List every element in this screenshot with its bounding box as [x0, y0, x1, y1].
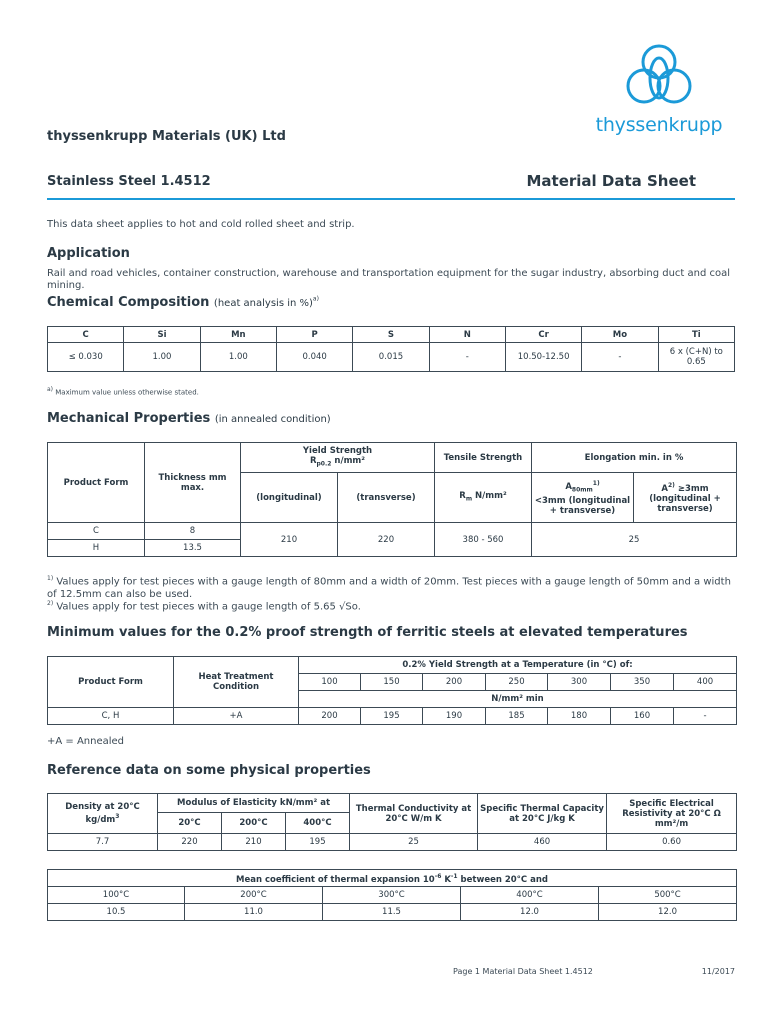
phys-value-row: [48, 834, 737, 851]
company-name: thyssenkrupp Materials (UK) Ltd: [47, 129, 286, 144]
phys-h-density-label: Density at 20°C kg/dm: [65, 802, 140, 825]
chemical-value-row: [48, 343, 735, 372]
chemical-note-sup: a): [47, 386, 54, 393]
exp-value-row: [48, 904, 737, 921]
proof-heat: +A: [174, 708, 299, 725]
proof-h-product-form: Product Form: [48, 657, 174, 708]
mech-thick-c: 8: [145, 523, 241, 540]
chem-v-n: -: [429, 343, 505, 372]
fn2-text: Values apply for test pieces with a gauge length of 5.65 √So.: [53, 601, 361, 613]
chemical-header-row: [48, 327, 735, 343]
mech-h-a-sup: 2): [667, 482, 675, 490]
mech-form-c: C: [48, 523, 145, 540]
mech-h-a80: [532, 473, 634, 523]
mech-h-elongation: Elongation min. in %: [532, 443, 737, 473]
chem-v-mo: -: [582, 343, 658, 372]
phys-h-resistivity: Specific Electrical Resistivity at 20°C Ω mm²/m: [607, 794, 737, 834]
exp-temp: 200°C: [185, 887, 323, 904]
chem-h-p: P: [276, 327, 352, 343]
mech-h-rm-sub: m: [465, 495, 473, 503]
phys-heat-cap: 460: [478, 834, 607, 851]
chem-v-ti: 6 x (C+N) to 0.65: [658, 343, 734, 372]
mechanical-footnote-2: [47, 598, 737, 614]
proof-form: C, H: [48, 708, 174, 725]
application-text: Rail and road vehicles, container construction, warehouse and transportation equipment for the sugar industry, absorbing duct and coal mining.: [47, 268, 731, 291]
exp-h-title-sup2: -1: [450, 872, 458, 880]
proof-value-row: [48, 708, 737, 725]
fn1-text: Values apply for test pieces with a gauge length of 80mm and a width of 20mm. Test pieces with a gauge length of 50mm and a width of 12.5mm can also be used.: [47, 576, 731, 600]
chem-h-s: S: [353, 327, 429, 343]
proof-value: 190: [423, 708, 486, 725]
exp-header-row: [48, 870, 737, 887]
proof-temp: 250: [486, 674, 548, 691]
proof-value: -: [674, 708, 737, 725]
exp-value: 12.0: [461, 904, 599, 921]
physical-heading: Reference data on some physical properties: [47, 763, 371, 778]
steel-name: Stainless Steel 1.4512: [47, 174, 211, 189]
proof-temp: 300: [548, 674, 611, 691]
mech-h-rm-r: R: [459, 490, 466, 501]
thyssenkrupp-logo: [592, 42, 726, 140]
exp-h-title-c: between 20°C and: [457, 874, 549, 885]
mech-h-yield-label: Yield Strength: [302, 445, 373, 456]
mech-yield-long: 210: [241, 523, 338, 557]
chemical-title: Chemical Composition: [47, 295, 210, 310]
chem-v-mn: 1.00: [200, 343, 276, 372]
exp-value: 12.0: [599, 904, 737, 921]
sheet-title: Material Data Sheet: [526, 172, 696, 190]
phys-mod-20: 220: [158, 834, 222, 851]
chem-h-ti: Ti: [658, 327, 734, 343]
proof-table: [47, 656, 737, 725]
chem-v-p: 0.040: [276, 343, 352, 372]
chemical-note-text: Maximum value unless otherwise stated.: [55, 388, 199, 397]
mech-yield-trans: 220: [338, 523, 435, 557]
chemical-subtitle: (heat analysis in %): [213, 298, 313, 309]
proof-h-yield: 0.2% Yield Strength at a Temperature (in °C) of:: [299, 657, 737, 674]
exp-h-title-sup: -6: [434, 872, 442, 880]
fn1-sup: 1): [47, 575, 54, 582]
chem-v-cr: 10.50-12.50: [505, 343, 581, 372]
mech-h-transverse: (transverse): [338, 473, 435, 523]
footer-page: Page 1 Material Data Sheet 1.4512: [453, 967, 593, 976]
mech-tensile: 380 - 560: [435, 523, 532, 557]
proof-temp: 400: [674, 674, 737, 691]
exp-h-title-a: Mean coefficient of thermal expansion 10: [236, 874, 435, 885]
exp-value: 11.0: [185, 904, 323, 921]
chem-h-n: N: [429, 327, 505, 343]
phys-h-density: [48, 794, 158, 834]
mechanical-subtitle: (in annealed condition): [214, 414, 331, 425]
phys-h-thermal: Thermal Conductivity at 20°C W/m K: [350, 794, 478, 834]
proof-value: 195: [361, 708, 423, 725]
proof-temp: 150: [361, 674, 423, 691]
proof-h-unit: N/mm² min: [299, 691, 737, 708]
mech-h-a: [634, 473, 737, 523]
mech-h-product-form: Product Form: [48, 443, 145, 523]
chem-h-mo: Mo: [582, 327, 658, 343]
phys-h-heat-cap: Specific Thermal Capacity at 20°C J/kg K: [478, 794, 607, 834]
proof-temp: 200: [423, 674, 486, 691]
phys-h-mod-400: 400°C: [286, 813, 350, 834]
proof-h-heat: Heat Treatment Condition: [174, 657, 299, 708]
exp-temp: 400°C: [461, 887, 599, 904]
exp-value: 11.5: [323, 904, 461, 921]
header-rule: [47, 198, 735, 200]
phys-density: 7.7: [48, 834, 158, 851]
chem-h-mn: Mn: [200, 327, 276, 343]
logo-rings-icon: [622, 42, 696, 108]
mech-header-row-1: [48, 443, 737, 473]
physical-table: [47, 793, 737, 851]
mech-h-yield-unit: n/mm²: [331, 455, 366, 466]
chem-v-si: 1.00: [124, 343, 200, 372]
mech-h-a-a: A: [661, 483, 668, 494]
chemical-note: [47, 386, 199, 396]
chem-v-c: ≤ 0.030: [48, 343, 124, 372]
mech-h-rm-unit: N/mm²: [472, 490, 507, 501]
expansion-table: [47, 869, 737, 921]
chemical-subtitle-sup: a): [312, 295, 319, 303]
exp-temp: 300°C: [323, 887, 461, 904]
chemical-table: [47, 326, 735, 372]
mechanical-heading: [47, 411, 331, 426]
phys-header-row-1: [48, 794, 737, 813]
phys-mod-400: 195: [286, 834, 350, 851]
exp-temp-row: [48, 887, 737, 904]
phys-h-density-sup: 3: [115, 813, 120, 821]
mech-h-longitudinal: (longitudinal): [241, 473, 338, 523]
mech-thick-h: 13.5: [145, 540, 241, 557]
proof-temp: 350: [611, 674, 674, 691]
logo-wordmark: thyssenkrupp: [595, 114, 723, 136]
proof-heading: Minimum values for the 0.2% proof strength of ferritic steels at elevated temperatures: [47, 625, 688, 640]
chem-v-s: 0.015: [353, 343, 429, 372]
mech-h-yield-sub: p0.2: [316, 460, 332, 468]
mech-h-rm: [435, 473, 532, 523]
chem-h-cr: Cr: [505, 327, 581, 343]
phys-h-mod-20: 20°C: [158, 813, 222, 834]
mechanical-table: [47, 442, 737, 557]
proof-header-row-1: [48, 657, 737, 674]
proof-temp: 100: [299, 674, 361, 691]
mech-h-a80-a: A: [565, 482, 572, 493]
exp-value: 10.5: [48, 904, 185, 921]
proof-value: 180: [548, 708, 611, 725]
phys-h-mod-200: 200°C: [222, 813, 286, 834]
phys-mod-200: 210: [222, 834, 286, 851]
mech-h-a-rest: ≥3mm (longitudinal + transverse): [649, 483, 721, 514]
proof-value: 200: [299, 708, 361, 725]
mech-row-c: [48, 523, 737, 540]
mech-form-h: H: [48, 540, 145, 557]
mech-h-yield-r: R: [309, 455, 317, 466]
chem-h-si: Si: [124, 327, 200, 343]
mech-h-thickness: Thickness mm max.: [145, 443, 241, 523]
mechanical-title: Mechanical Properties: [47, 411, 211, 426]
chemical-heading: [47, 295, 319, 310]
chem-h-c: C: [48, 327, 124, 343]
mech-elongation: 25: [532, 523, 737, 557]
mech-h-tensile: Tensile Strength: [435, 443, 532, 473]
mech-h-yield: [241, 443, 435, 473]
mech-h-a80-sub: 80mm: [571, 486, 593, 494]
mech-h-a80-sup: 1): [592, 480, 600, 488]
application-heading: [47, 246, 130, 261]
intro-text: This data sheet applies to hot and cold rolled sheet and strip.: [47, 219, 355, 230]
application-title: Application: [47, 246, 130, 261]
proof-note: +A = Annealed: [47, 736, 125, 747]
exp-temp: 500°C: [599, 887, 737, 904]
mech-h-a80-rest: <3mm (longitudinal + transverse): [534, 495, 631, 516]
phys-thermal: 25: [350, 834, 478, 851]
phys-resistivity: 0.60: [607, 834, 737, 851]
exp-h-title-b: K: [441, 874, 451, 885]
exp-h-title: [48, 870, 737, 887]
footer-date: 11/2017: [701, 967, 735, 976]
phys-h-modulus: Modulus of Elasticity kN/mm² at: [158, 794, 350, 813]
fn2-sup: 2): [47, 600, 54, 607]
proof-value: 185: [486, 708, 548, 725]
proof-value: 160: [611, 708, 674, 725]
exp-temp: 100°C: [48, 887, 185, 904]
